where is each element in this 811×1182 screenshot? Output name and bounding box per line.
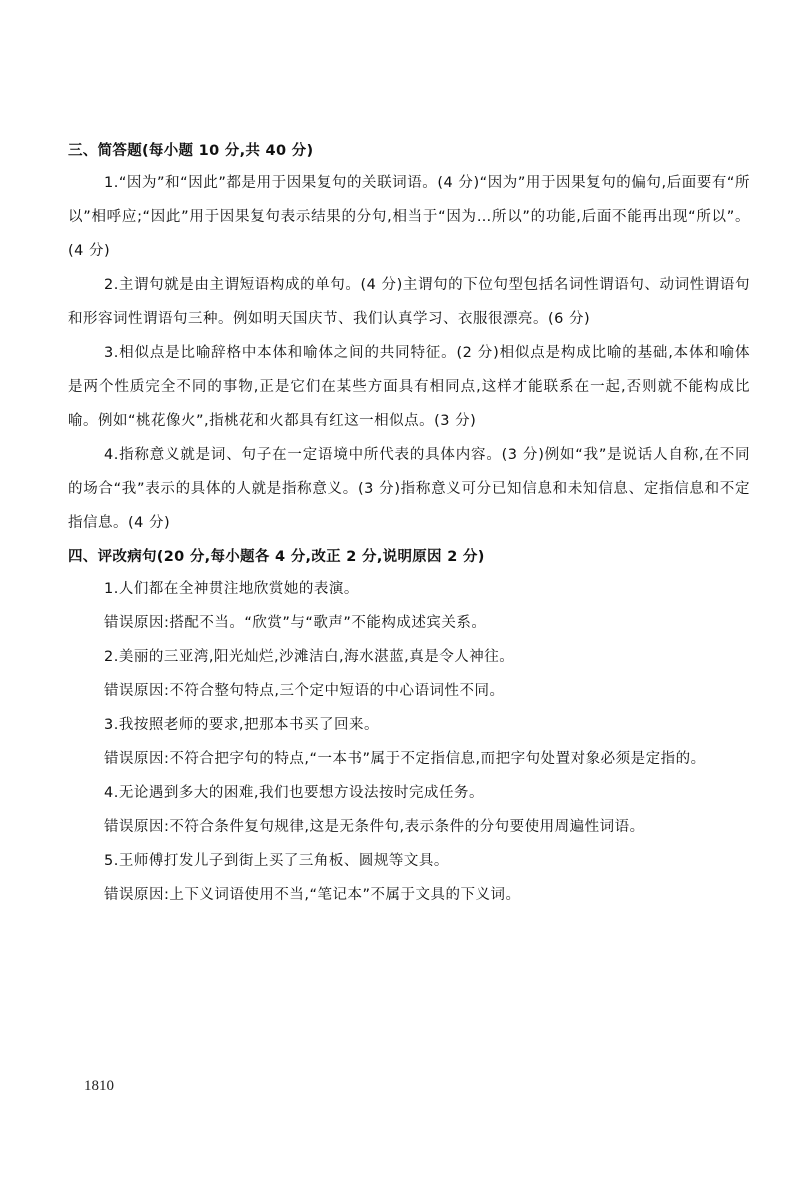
sick-sentence-3: 3.我按照老师的要求,把那本书买了回来。: [104, 717, 379, 733]
sick-sentence-2: 2.美丽的三亚湾,阳光灿烂,沙滩洁白,海水湛蓝,真是令人神往。: [104, 649, 515, 665]
page-number: 1810: [84, 1078, 114, 1094]
answer-1: 1.“因为”和“因此”都是用于因果复句的关联词语。(4 分)“因为”用于因果复句的偏句,后面要有“所以”相呼应;“因此”用于因果复句表示结果的分句,相当于“因为…所以”的功能,后面不能再出现“所以”。(4 分): [68, 175, 750, 259]
error-reason-2: 错误原因:不符合整句特点,三个定中短语的中心语词性不同。: [104, 683, 505, 699]
error-reason-4: 错误原因:不符合条件复句规律,这是无条件句,表示条件的分句要使用周遍性词语。: [104, 819, 645, 835]
error-reason-3: 错误原因:不符合把字句的特点,“一本书”属于不定指信息,而把字句处置对象必须是定指的。: [104, 751, 706, 767]
error-reason-5: 错误原因:上下义词语使用不当,“笔记本”不属于文具的下义词。: [104, 887, 521, 903]
answer-3: 3.相似点是比喻辞格中本体和喻体之间的共同特征。(2 分)相似点是构成比喻的基础,本体和喻体是两个性质完全不同的事物,正是它们在某些方面具有相同点,这样才能联系在一起,否则就不能构成比喻。例如“桃花像火”,指桃花和火都具有红这一相似点。(3 分): [68, 345, 750, 429]
answer-2: 2.主谓句就是由主谓短语构成的单句。(4 分)主谓句的下位句型包括名词性谓语句、动词性谓语句和形容词性谓语句三种。例如明天国庆节、我们认真学习、衣服很漂亮。(6 分): [68, 277, 750, 327]
section-3-heading: 三、简答题(每小题 10 分,共 40 分): [68, 143, 314, 159]
sick-sentence-5: 5.王师傅打发儿子到街上买了三角板、圆规等文具。: [104, 853, 449, 869]
error-reason-1: 错误原因:搭配不当。“欣赏”与“歌声”不能构成述宾关系。: [104, 615, 487, 631]
answer-4: 4.指称意义就是词、句子在一定语境中所代表的具体内容。(3 分)例如“我”是说话人自称,在不同的场合“我”表示的具体的人就是指称意义。(3 分)指称意义可分已知信息和未知信息、定指信息和不定指信息。(4 分): [68, 447, 750, 531]
sick-sentence-4: 4.无论遇到多大的困难,我们也要想方设法按时完成任务。: [104, 785, 484, 801]
answer-key-content: [68, 136, 750, 912]
section-4-heading: 四、评改病句(20 分,每小题各 4 分,改正 2 分,说明原因 2 分): [68, 549, 485, 565]
sick-sentence-1: 1.人们都在全神贯注地欣赏她的表演。: [104, 581, 359, 597]
